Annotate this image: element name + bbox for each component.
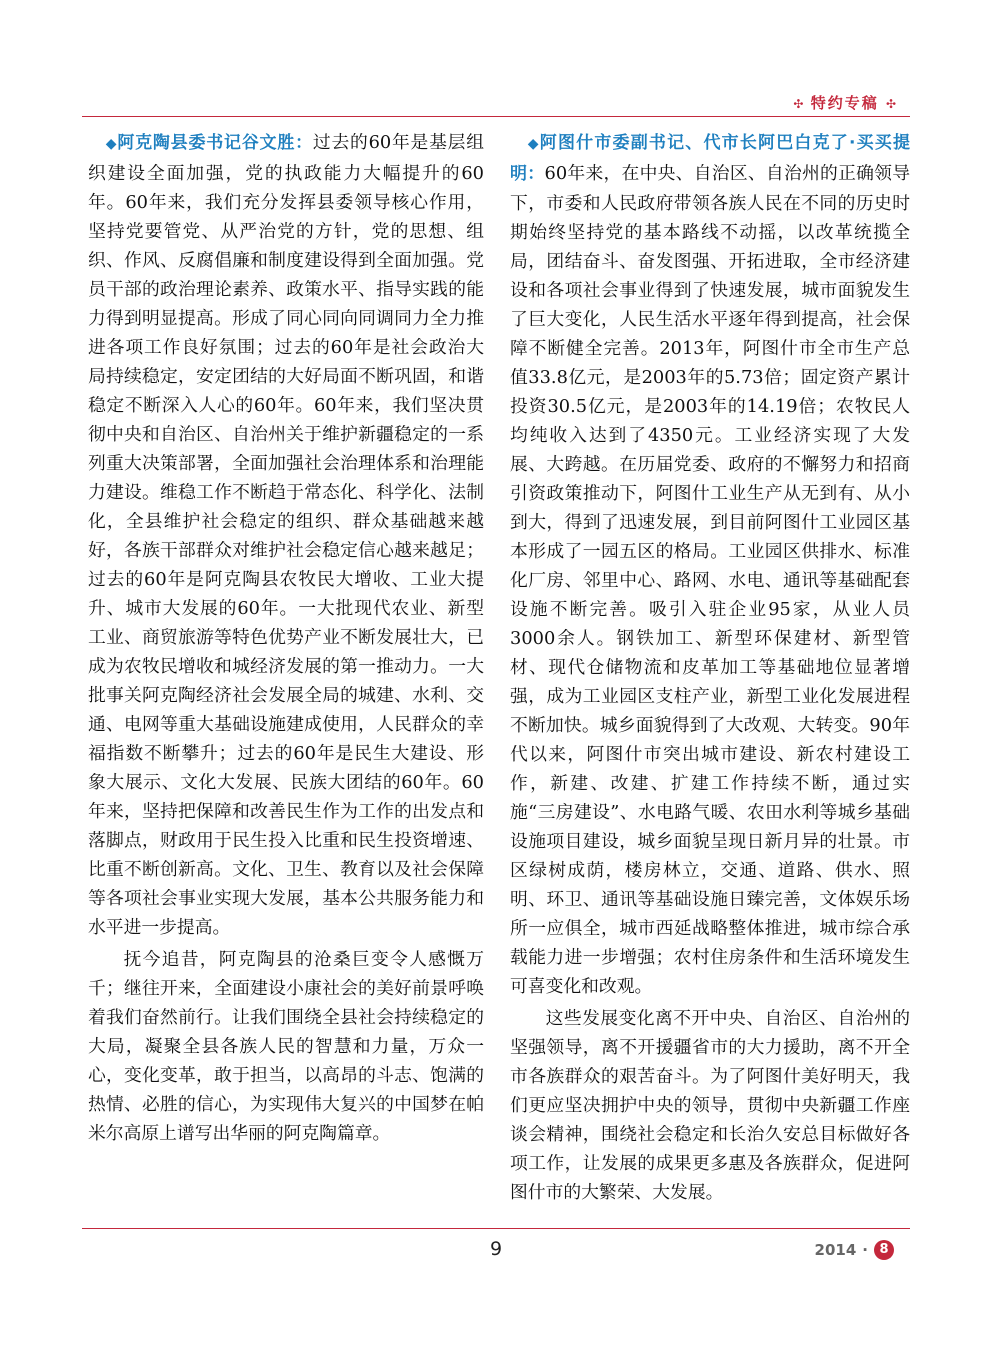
left-column — [88, 128, 484, 1148]
top-divider — [82, 116, 910, 117]
issue-number-badge: 8 — [874, 1240, 894, 1260]
section-header — [793, 92, 896, 113]
diamond-bullet-icon: ◆ — [527, 136, 540, 152]
left-lead-paragraph — [88, 128, 484, 942]
left-paragraph-2: 抚今追昔，阿克陶县的沧桑巨变令人感慨万千；继往开来，全面建设小康社会的美好前景呼唤着我们奋然前行。让我们围绕全县社会持续稳定的大局，凝聚全县各族人民的智慧和力量，万众一心，变化变革，敢于担当，以高昂的斗志、饱满的热情、必胜的信心，为实现伟大复兴的中国梦在帕米尔高原上谱写出华丽的阿克陶篇章。 — [88, 949, 484, 1144]
left-speaker-name: 阿克陶县委书记谷文胜： — [117, 133, 313, 153]
decor-right-icon: ✣ — [885, 97, 896, 111]
right-lead-paragraph — [510, 128, 910, 1001]
issue-info — [815, 1240, 894, 1260]
decor-left-icon: ✣ — [793, 97, 804, 111]
section-label: 特约专稿 — [810, 94, 879, 112]
right-speaker-name: 阿图什市委副书记、代市长阿巴白克了·买买提明： — [510, 133, 910, 184]
right-paragraph-2: 这些发展变化离不开中央、自治区、自治州的坚强领导，离不开援疆省市的大力援助，离不开全市各族群众的艰苦奋斗。为了阿图什美好明天，我们更应坚决拥护中央的领导，贯彻中央新疆工作座谈会精神，围绕社会稳定和长治久安总目标做好各项工作，让发展的成果更多惠及各族群众，促进阿图什市的大繁荣、大发展。 — [510, 1008, 910, 1203]
right-column — [510, 128, 910, 1207]
issue-year: 2014 — [814, 1241, 857, 1259]
left-lead-text: 过去的60年是基层组织建设全面加强，党的执政能力大幅提升的60年。60年来，我们充分发挥县委领导核心作用，坚持党要管党、从严治党的方针，党的思想、组织、作风、反腐倡廉和制度建设得到全面加强。党员干部的政治理论素养、政策水平、指导实践的能力得到明显提高。形成了同心同向同调同力全力推进各项工作良好氛围；过去的60年是社会政治大局持续稳定，安定团结的大好局面不断巩固，和谐稳定不断深入人心的60年。60年来，我们坚决贯彻中央和自治区、自治州关于维护新疆稳定的一系列重大决策部署，全面加强社会治理体系和治理能力建设。维稳工作不断趋于常态化、科学化、法制化，全县维护社会稳定的组织、群众基础越来越好，各族干部群众对维护社会稳定信心越来越足；过去的60年是阿克陶县农牧民大增收、工业大提升、城市大发展的60年。一大批现代农业、新型工业、商贸旅游等特色优势产业不断发展壮大，已成为农牧民增收和城经济发展的第一推动力。一大批事关阿克陶经济社会发展全局的城建、水利、交通、电网等重大基础设施建成使用，人民群众的幸福指数不断攀升；过去的60年是民生大建设、形象大展示、文化大发展、民族大团结的60年。60年来，坚持把保障和改善民生作为工作的出发点和落脚点，财政用于民生投入比重和民生投资增速、比重不断创新高。文化、卫生、教育以及社会保障等各项社会事业实现大发展，基本公共服务能力和水平进一步提高。 — [88, 132, 484, 938]
issue-separator: · — [862, 1241, 868, 1259]
diamond-bullet-icon: ◆ — [105, 136, 118, 152]
page-number: 9 — [489, 1238, 503, 1260]
right-lead-text: 60年来，在中央、自治区、自治州的正确领导下，市委和人民政府带领各族人民在不同的历史时期始终坚持党的基本路线不动摇，以改革统揽全局，团结奋斗、奋发图强、开拓进取，全市经济建设和各项社会事业得到了快速发展，城市面貌发生了巨大变化，人民生活水平逐年得到提高，社会保障不断健全完善。2013年，阿图什市全市生产总值33.8亿元，是2003年的5.73倍；固定资产累计投资30.5亿元，是2003年的14.19倍；农牧民人均纯收入达到了4350元。工业经济实现了大发展、大跨越。在历届党委、政府的不懈努力和招商引资政策推动下，阿图什工业生产从无到有、从小到大，得到了迅速发展，到目前阿图什工业园区基本形成了一园五区的格局。工业园区供排水、标准化厂房、邻里中心、路网、水电、通讯等基础配套设施不断完善。吸引入驻企业95家，从业人员3000余人。钢铁加工、新型环保建材、新型管材、现代仓储物流和皮革加工等基础地位显著增强，成为工业园区支柱产业，新型工业化发展进程不断加快。城乡面貌得到了大改观、大转变。90年代以来，阿图什市突出城市建设、新农村建设工作，新建、改建、扩建工作持续不断，通过实施“三房建设”、水电路气暖、农田水利等城乡基础设施项目建设，城乡面貌呈现日新月异的壮景。市区绿树成荫，楼房林立，交通、道路、供水、照明、环卫、通讯等基础设施日臻完善，文体娱乐场所一应俱全，城市西延战略整体推进，城市综合承载能力进一步增强；农村住房条件和生活环境发生可喜变化和改观。 — [510, 163, 910, 997]
bottom-divider — [82, 1228, 910, 1229]
